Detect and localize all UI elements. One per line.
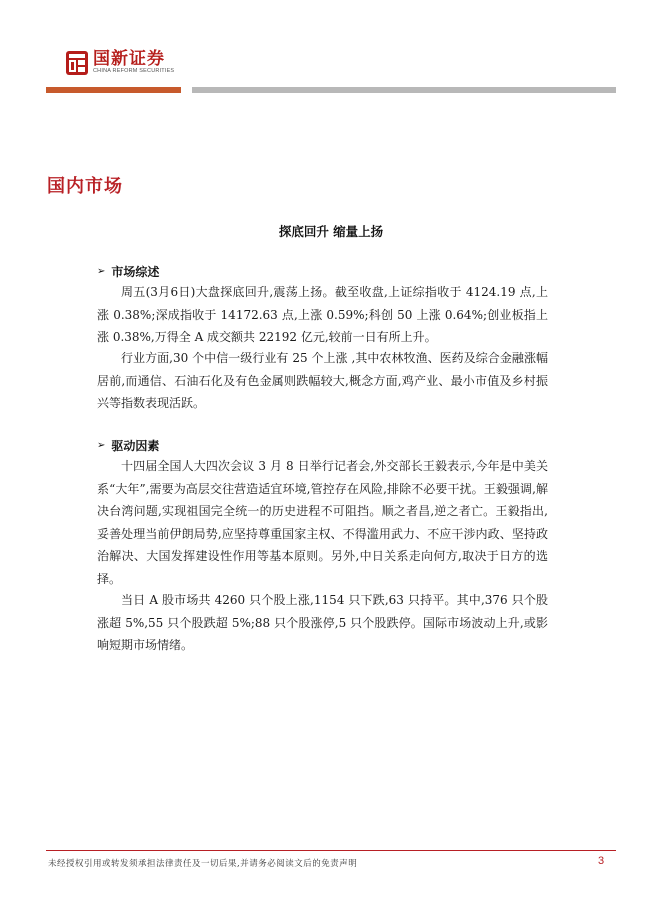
arrow-bullet-icon: ➢: [97, 266, 106, 277]
page-number: 3: [598, 855, 605, 867]
paragraph-a-share-stats: 当日 A 股市场共 4260 只个股上涨,1154 只下跌,63 只持平。其中,376 只个股涨超 5%,55 只个股跌超 5%;88 只个股涨停,5 只个股跌停。国际市场波动上升,或影响短期市场情绪。: [97, 593, 548, 652]
logo-english-name: CHINA REFORM SECURITIES: [93, 68, 175, 74]
article-headline: 探底回升 缩量上扬: [278, 224, 384, 239]
paragraph-industry: 行业方面,30 个中信一级行业有 25 个上涨 ,其中农林牧渔、医药及综合金融涨幅居前,而通信、石油石化及有色金属则跌幅较大,概念方面,鸡产业、最小市值及乡村振兴等指数表现活跃。: [97, 351, 548, 410]
page-header: [0, 0, 662, 100]
subheading-drivers: [97, 437, 159, 454]
subheading-market-overview: [97, 263, 159, 280]
subheading-label: 市场综述: [111, 265, 160, 279]
company-logo: [65, 50, 174, 78]
header-rule-gap: [181, 87, 191, 93]
logo-chinese-name: 国新证券: [93, 49, 165, 69]
footer-rule: [46, 850, 616, 851]
section-title: 国内市场: [47, 176, 123, 197]
header-rule-accent: [46, 87, 181, 93]
logo-mark-icon: [65, 50, 89, 76]
header-rule-gray: [192, 87, 616, 93]
paragraph-market-close: 周五(3月6日)大盘探底回升,震荡上扬。截至收盘,上证综指收于 4124.19 点,上涨 0.38%;深成指收于 14172.63 点,上涨 0.59%;科创 50 上涨 0.64%;创业板指上涨 0.38%,万得全 A 成交额共 22192 亿元,较前一日有所上升。: [97, 285, 548, 344]
arrow-bullet-icon: ➢: [97, 440, 106, 451]
paragraph-press-conference: 十四届全国人大四次会议 3 月 8 日举行记者会,外交部长王毅表示,今年是中美关系“大年”,需要为高层交往营造适宜环境,管控存在风险,排除不必要干扰。王毅强调,解决台湾问题,实现祖国完全统一的历史进程不可阻挡。顺之者昌,逆之者亡。王毅指出,妥善处理当前伊朗局势,应坚持尊重国家主权、不得滥用武力、不应干涉内政、坚持政治解决、大国发挥建设性作用等基本原则。另外,中日关系走向何方,取决于日方的选择。: [97, 459, 548, 586]
footer-disclaimer: 未经授权引用或转发须承担法律责任及一切后果,并请务必阅读文后的免责声明: [48, 859, 358, 869]
subheading-label: 驱动因素: [111, 439, 160, 453]
